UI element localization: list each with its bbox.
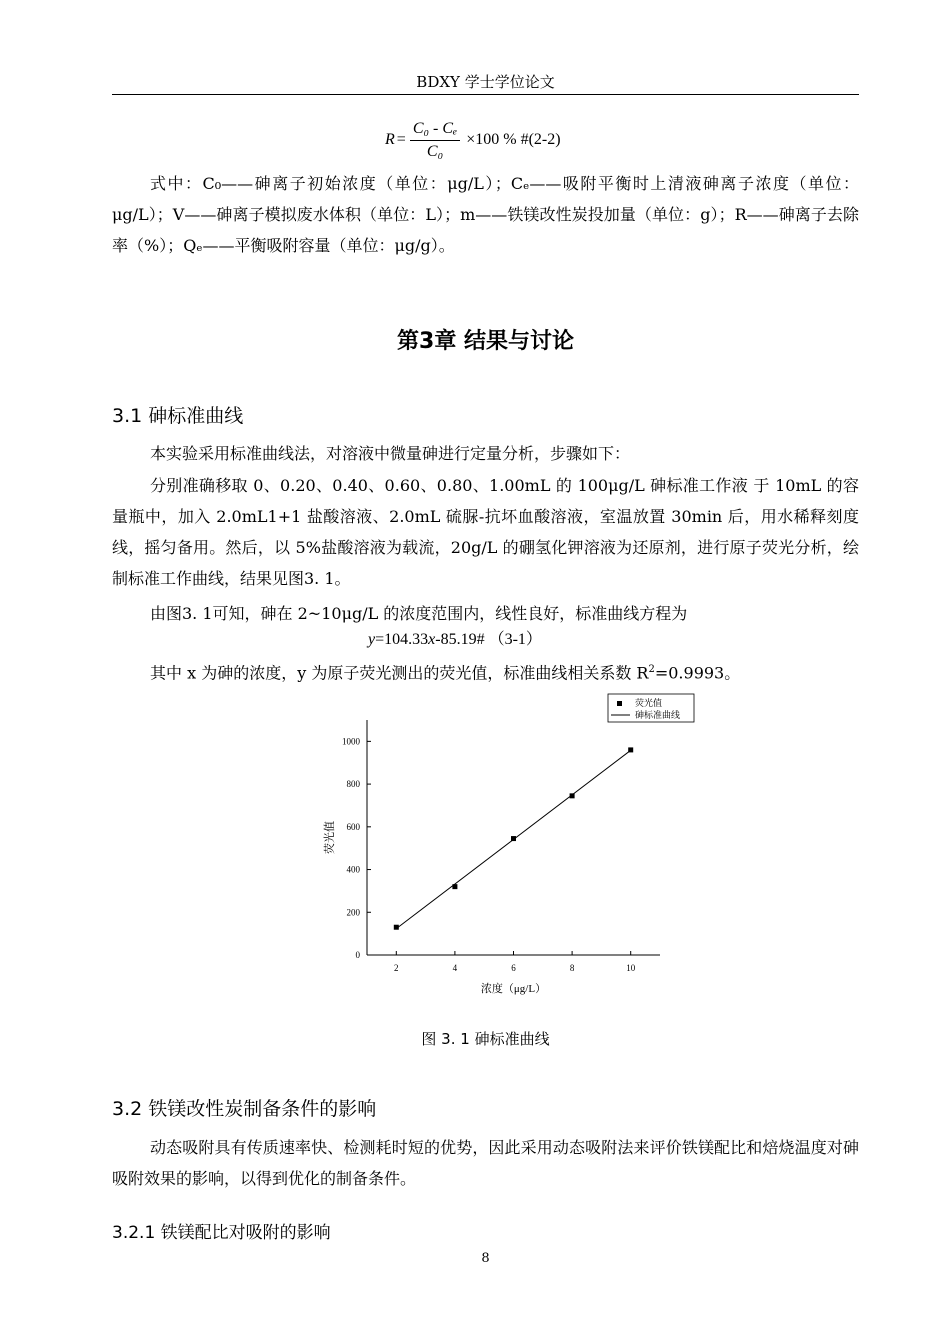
paragraph-3-1-correlation xyxy=(112,654,859,688)
equation-intercept: -85.19# （3-1） xyxy=(435,631,542,648)
legend-label-line: 砷标准曲线 xyxy=(635,710,681,720)
paragraph-3-1-intro: 本实验采用标准曲线法，对溶液中微量砷进行定量分析，步骤如下： xyxy=(150,444,631,463)
page-header: BDXY 学士学位论文 xyxy=(112,70,859,95)
equation-lhs: R xyxy=(385,131,395,148)
data-point xyxy=(511,836,516,841)
x-tick-label: 8 xyxy=(569,963,575,973)
data-point xyxy=(628,747,633,752)
legend-marker-points xyxy=(617,701,622,706)
data-point xyxy=(394,925,399,930)
y-tick-label: 1000 xyxy=(342,736,360,747)
y-tick-label: 0 xyxy=(355,950,360,960)
legend-label-points: 荧光值 xyxy=(635,698,663,708)
page-number: 8 xyxy=(481,1251,490,1266)
y-tick-label: 800 xyxy=(346,779,360,790)
x-tick-label: 10 xyxy=(626,963,636,973)
equation-2-2 xyxy=(385,112,561,168)
y-tick-label: 400 xyxy=(346,864,360,875)
correlation-value: =0.9993。 xyxy=(654,663,741,683)
correlation-text: 其中 x 为砷的浓度，y 为原子荧光测出的荧光值，标准曲线相关系数 R xyxy=(150,663,649,683)
equation-rest: ×100 % #(2-2) xyxy=(466,131,561,148)
equation-numerator: C₀ - Cₑ xyxy=(410,118,460,141)
standard-curve-chart xyxy=(310,690,710,1010)
equation-3-1 xyxy=(368,626,542,649)
symbol-definitions: 式中：C₀——砷离子初始浓度（单位：μg/L）；Cₑ——吸附平衡时上清液砷离子浓度（单位：μg/L）；V——砷离子模拟废水体积（单位：L）；m——铁镁改性炭投加量（单位：g）；R——砷离子去除率（%）；Qₑ——平衡吸附容量（单位：μg/g）。 xyxy=(112,174,859,255)
x-tick-label: 6 xyxy=(511,963,516,973)
equation-coefficient: =104.33 xyxy=(375,631,429,648)
section-heading-3-1: 3.1 砷标准曲线 xyxy=(112,405,244,427)
section-heading-3-2-1: 3.2.1 铁镁配比对吸附的影响 xyxy=(112,1223,331,1243)
paragraph-3-2: 动态吸附具有传质速率快、检测耗时短的优势，因此采用动态吸附法来评价铁镁配比和焙烧温度对砷吸附效果的影响，以得到优化的制备条件。 xyxy=(112,1138,859,1188)
equation-x: x xyxy=(428,631,436,648)
x-tick-label: 2 xyxy=(394,963,399,973)
paragraph-3-1-procedure: 分别准确移取 0、0.20、0.40、0.60、0.80、1.00mL 的 100μg/L 砷标准工作液 于 10mL 的容量瓶中，加入 2.0mL1+1 盐酸溶液、2.0mL 硫脲-抗坏血酸溶液，室温放置 30min 后，用水稀释刻度线，摇匀备用。然后，以 5%盐酸溶液为载流，20g/L 的硼氢化钾溶液为还原剂，进行原子荧光分析，绘制标准工作曲线，结果见图3. 1。 xyxy=(112,476,859,588)
equation-denominator: C₀ xyxy=(426,142,444,160)
figure-caption: 图 3. 1 砷标准曲线 xyxy=(421,1030,550,1048)
y-tick-label: 600 xyxy=(346,821,360,832)
x-axis-label: 浓度（μg/L） xyxy=(480,983,547,995)
x-tick-label: 4 xyxy=(452,963,458,973)
correlation-superscript: 2 xyxy=(648,664,655,675)
paragraph-3-1-result: 由图3. 1可知，砷在 2~10μg/L 的浓度范围内，线性良好，标准曲线方程为 xyxy=(150,604,688,623)
equation-equals: = xyxy=(396,131,406,148)
chapter-title: 第3章 结果与讨论 xyxy=(397,329,574,354)
equation-y: y xyxy=(368,631,376,648)
data-point xyxy=(452,884,457,889)
section-heading-3-2: 3.2 铁镁改性炭制备条件的影响 xyxy=(112,1098,377,1120)
y-axis-label: 荧光值 xyxy=(324,821,336,854)
data-point xyxy=(570,793,575,798)
equation-fraction xyxy=(410,118,460,163)
y-tick-label: 200 xyxy=(346,907,360,918)
